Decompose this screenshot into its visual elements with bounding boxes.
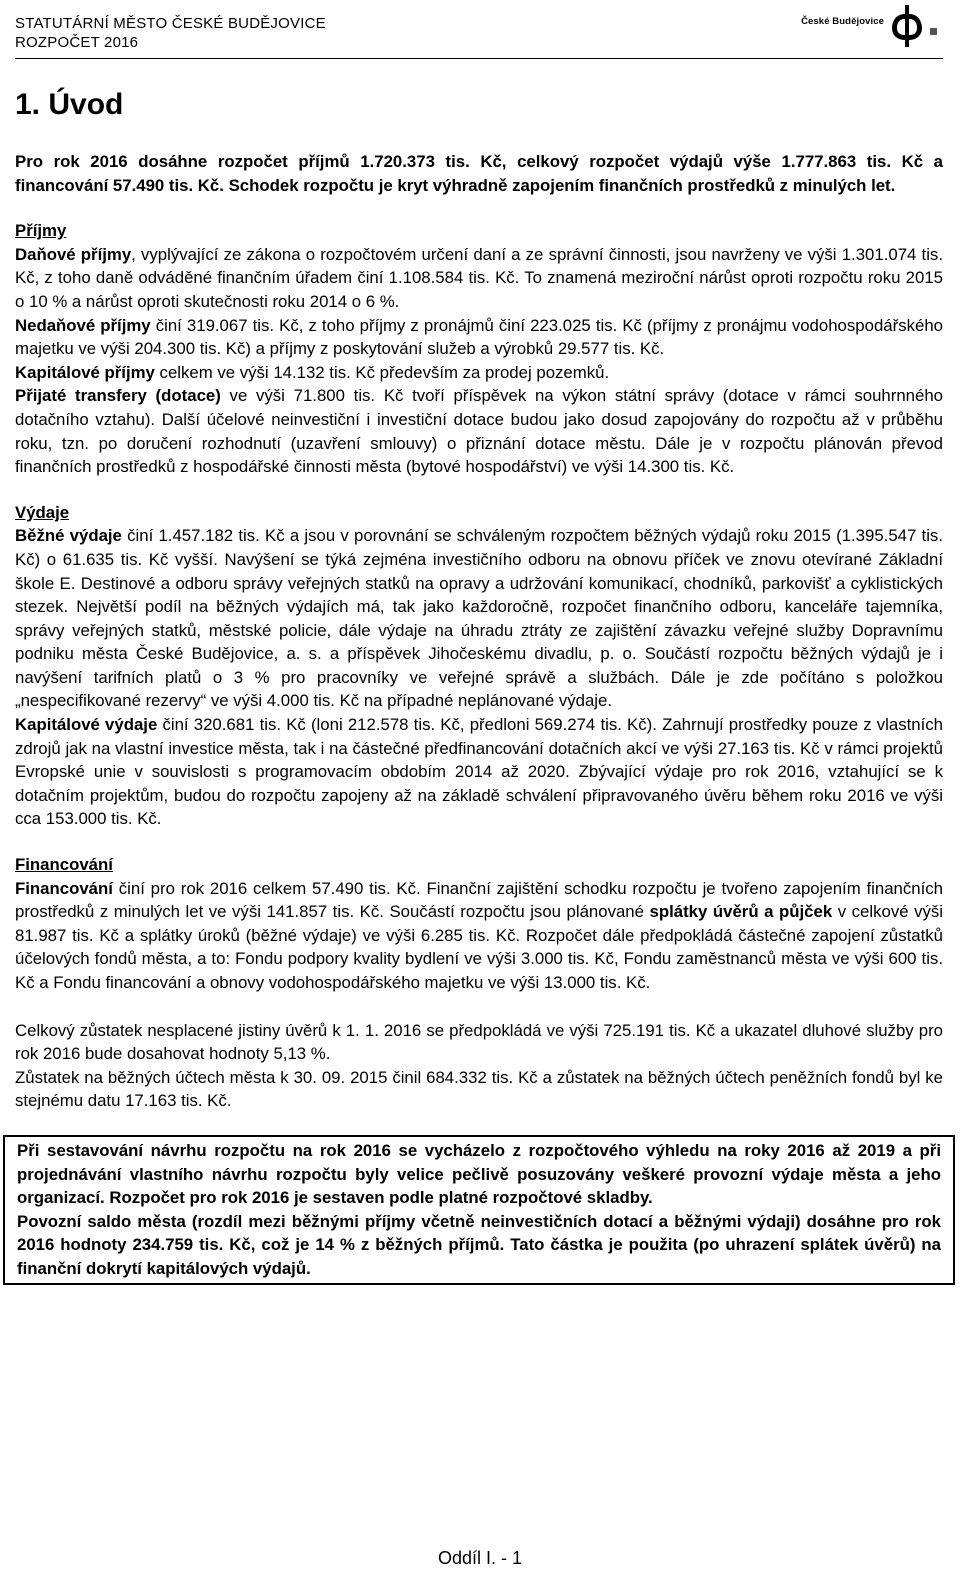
vydaje-capital-paragraph [15,713,943,831]
city-logo-icon [890,4,924,48]
header-budget: ROZPOČET 2016 [15,34,139,51]
current-expenses-text: činí 1.457.182 tis. Kč a jsou v porovnání se schváleným rozpočtem běžných výdajů roku 2015 (1.395.547 tis. Kč) o 61.635 tis. Kč vyšší. Navýšení se týká zejména investičního odboru na obnovu příček ve znovu otevírané Základní škole E. Destinové a odboru správy veřejných statků na opravy a udržování komunikací, chodníků, parkovišť a cyklistických stezek. Největší podíl na běžných výdajích má, tak jako každoročně, rozpočet finančního odboru, kanceláře tajemníka, správy veřejných statků, městské policie, dále výdaje na úhradu ztráty ze zajištění závazku veřejné služby Dopravnímu podniku města České Budějovice, a. s. a příspěvek Jihočeskému divadlu, p. o. Součástí rozpočtu běžných výdajů je i navýšení tarifních platů o 3 % pro pracovníky ve veřejné správě a službách. Dále je zde počítáno s položkou „nespecifikované rezervy“ ve výši 4.000 tis. Kč na případné neplánované výdaje. [15,526,943,711]
accounts-balance-paragraph: Zůstatek na běžných účtech města k 30. 09. 2015 činil 684.332 tis. Kč a zůstatek na běžných účtech peněžních fondů byl ke stejnému datu 17.163 tis. Kč. [15,1067,943,1111]
vydaje-heading: Výdaje [15,502,70,522]
page-footer: Oddíl I. - 1 [437,1548,523,1568]
logo-square-icon [930,28,937,35]
prijmy-heading: Příjmy [15,221,67,241]
tax-income-label: Daňové příjmy [15,244,132,264]
logo-text: České Budějovice [801,16,884,27]
financovani-paragraph [15,877,943,995]
transfers-label: Přijaté transfery (dotace) [15,386,221,406]
summary-paragraph-2: Povozní saldo města (rozdíl mezi běžnými příjmy včetně neinvestičních dotací a běžnými výdaji) dosáhne pro rok 2016 hodnoty 234.759 tis. Kč, což je 14 % z běžných příjmů. Tato částka je použita (po uhrazení splátek úvěrů) na finanční dokrytí kapitálových výdajů. [17,1211,941,1278]
nontax-income-label: Nedaňové příjmy [15,315,151,335]
debt-balance-paragraph: Celkový zůstatek nesplacené jistiny úvěrů k 1. 1. 2016 se předpokládá ve výši 725.191 tis. Kč a ukazatel dluhové služby pro rok 2016 bude dosahovat hodnoty 5,13 %. [15,1020,943,1064]
intro-paragraph: Pro rok 2016 dosáhne rozpočet příjmů 1.720.373 tis. Kč, celkový rozpočet výdajů výše 1.777.863 tis. Kč a financování 57.490 tis. Kč. Schodek rozpočtu je kryt výhradně zapojením finančních prostředků z minulých let. [15,152,943,195]
prijmy-nontax-paragraph [15,314,943,361]
prijmy-capital-paragraph [15,361,943,385]
city-logo [801,4,937,46]
capital-income-text: celkem ve výši 14.132 tis. Kč především za prodej pozemků. [154,362,610,382]
summary-paragraph-1: Při sestavování návrhu rozpočtu na rok 2016 se vycházelo z rozpočtového výhledu na roky 2016 až 2019 a při projednávání vlastního návrhu rozpočtu byly velice pečlivě posuzovány veškeré provozní výdaje města a jeho organizací. Rozpočet pro rok 2016 je sestaven podle platné rozpočtové skladby. [17,1140,941,1208]
financing-label: Financování [15,878,113,898]
capital-income-label: Kapitálové příjmy [15,362,155,382]
financing-text-2: v celkové výši 81.987 tis. Kč a splátky úroků (běžné výdaje) ve výši 6.285 tis. Kč. Rozpočet dále předpokládá částečné zapojení zůstatků účelových fondů města, a to: Fondu podpory kvality bydlení ve výši 3.000 tis. Kč, Fondu zaměstnanců města ve výši 600 tis. Kč a Fondu financování a obnovy vodohospodářského majetku ve výši 13.000 tis. Kč. [15,902,943,992]
prijmy-transfers-paragraph [15,384,943,478]
summary-box [3,1135,955,1285]
capital-expenses-label: Kapitálové výdaje [15,715,158,735]
page-title: 1. Úvod [15,88,124,121]
current-expenses-label: Běžné výdaje [15,526,122,546]
transfers-text: ve výši 71.800 tis. Kč tvoří příspěvek na výkon státní správy (dotace v rámci souhrnného dotačního vztahu). Další účelové neinvestiční i investiční dotace budou jako dosud zapojovány do rozpočtu až v průběhu roku, tzn. po doručení rozhodnutí (uzavření smlouvy) o přiznání dotace městu. Dále je v rozpočtu plánován převod finančních prostředků z hospodářské činnosti města (bytové hospodářství) ve výši 14.300 tis. Kč. [15,386,943,477]
nontax-income-text: činí 319.067 tis. Kč, z toho příjmy z pronájmů činí 223.025 tis. Kč (příjmy z pronájmu vodohospodářského majetku ve výši 204.300 tis. Kč) a příjmy z poskytování služeb a výrobků 29.577 tis. Kč. [15,315,943,359]
loan-repayments-label: splátky úvěrů a půjček [649,902,833,922]
vydaje-current-paragraph [15,524,943,713]
document-body [15,150,943,1285]
tax-income-text: , vyplývající ze zákona o rozpočtovém určení daní a ze správní činnosti, jsou navrženy ve výši 1.301.074 tis. Kč, z toho daně odváděné finančním úřadem činí 1.108.584 tis. Kč. To znamená meziroční nárůst oproti rozpočtu roku 2015 o 10 % a nárůst oproti skutečnosti roku 2014 o 6 %. [15,244,943,311]
header-city: STATUTÁRNÍ MĚSTO ČESKÉ BUDĚJOVICE [15,15,326,32]
prijmy-tax-paragraph [15,243,943,314]
capital-expenses-text: činí 320.681 tis. Kč (loni 212.578 tis. Kč, předloni 569.274 tis. Kč). Zahrnují prostředky pouze z vlastních zdrojů jak na vlastní investice města, tak i na částečné předfinancování dotačních akcí ve výši 27.163 tis. Kč v rámci projektů Evropské unie v souvislosti s programovacím obdobím 2014 až 2020. Zbývající výdaje pro rok 2016, vztahující se k dotačním projektům, budou do rozpočtu zapojeny až na základě schválení připravovaného úvěru během roku 2016 ve výši cca 153.000 tis. Kč. [15,715,943,829]
page-header [15,14,943,59]
financing-text-1: činí pro rok 2016 celkem 57.490 tis. Kč. Finanční zajištění schodku rozpočtu je tvořeno zapojením finančních prostředků z minulých let ve výši 141.857 tis. Kč. Součástí rozpočtu jsou plánované [15,878,943,922]
financovani-heading: Financování [15,855,113,875]
